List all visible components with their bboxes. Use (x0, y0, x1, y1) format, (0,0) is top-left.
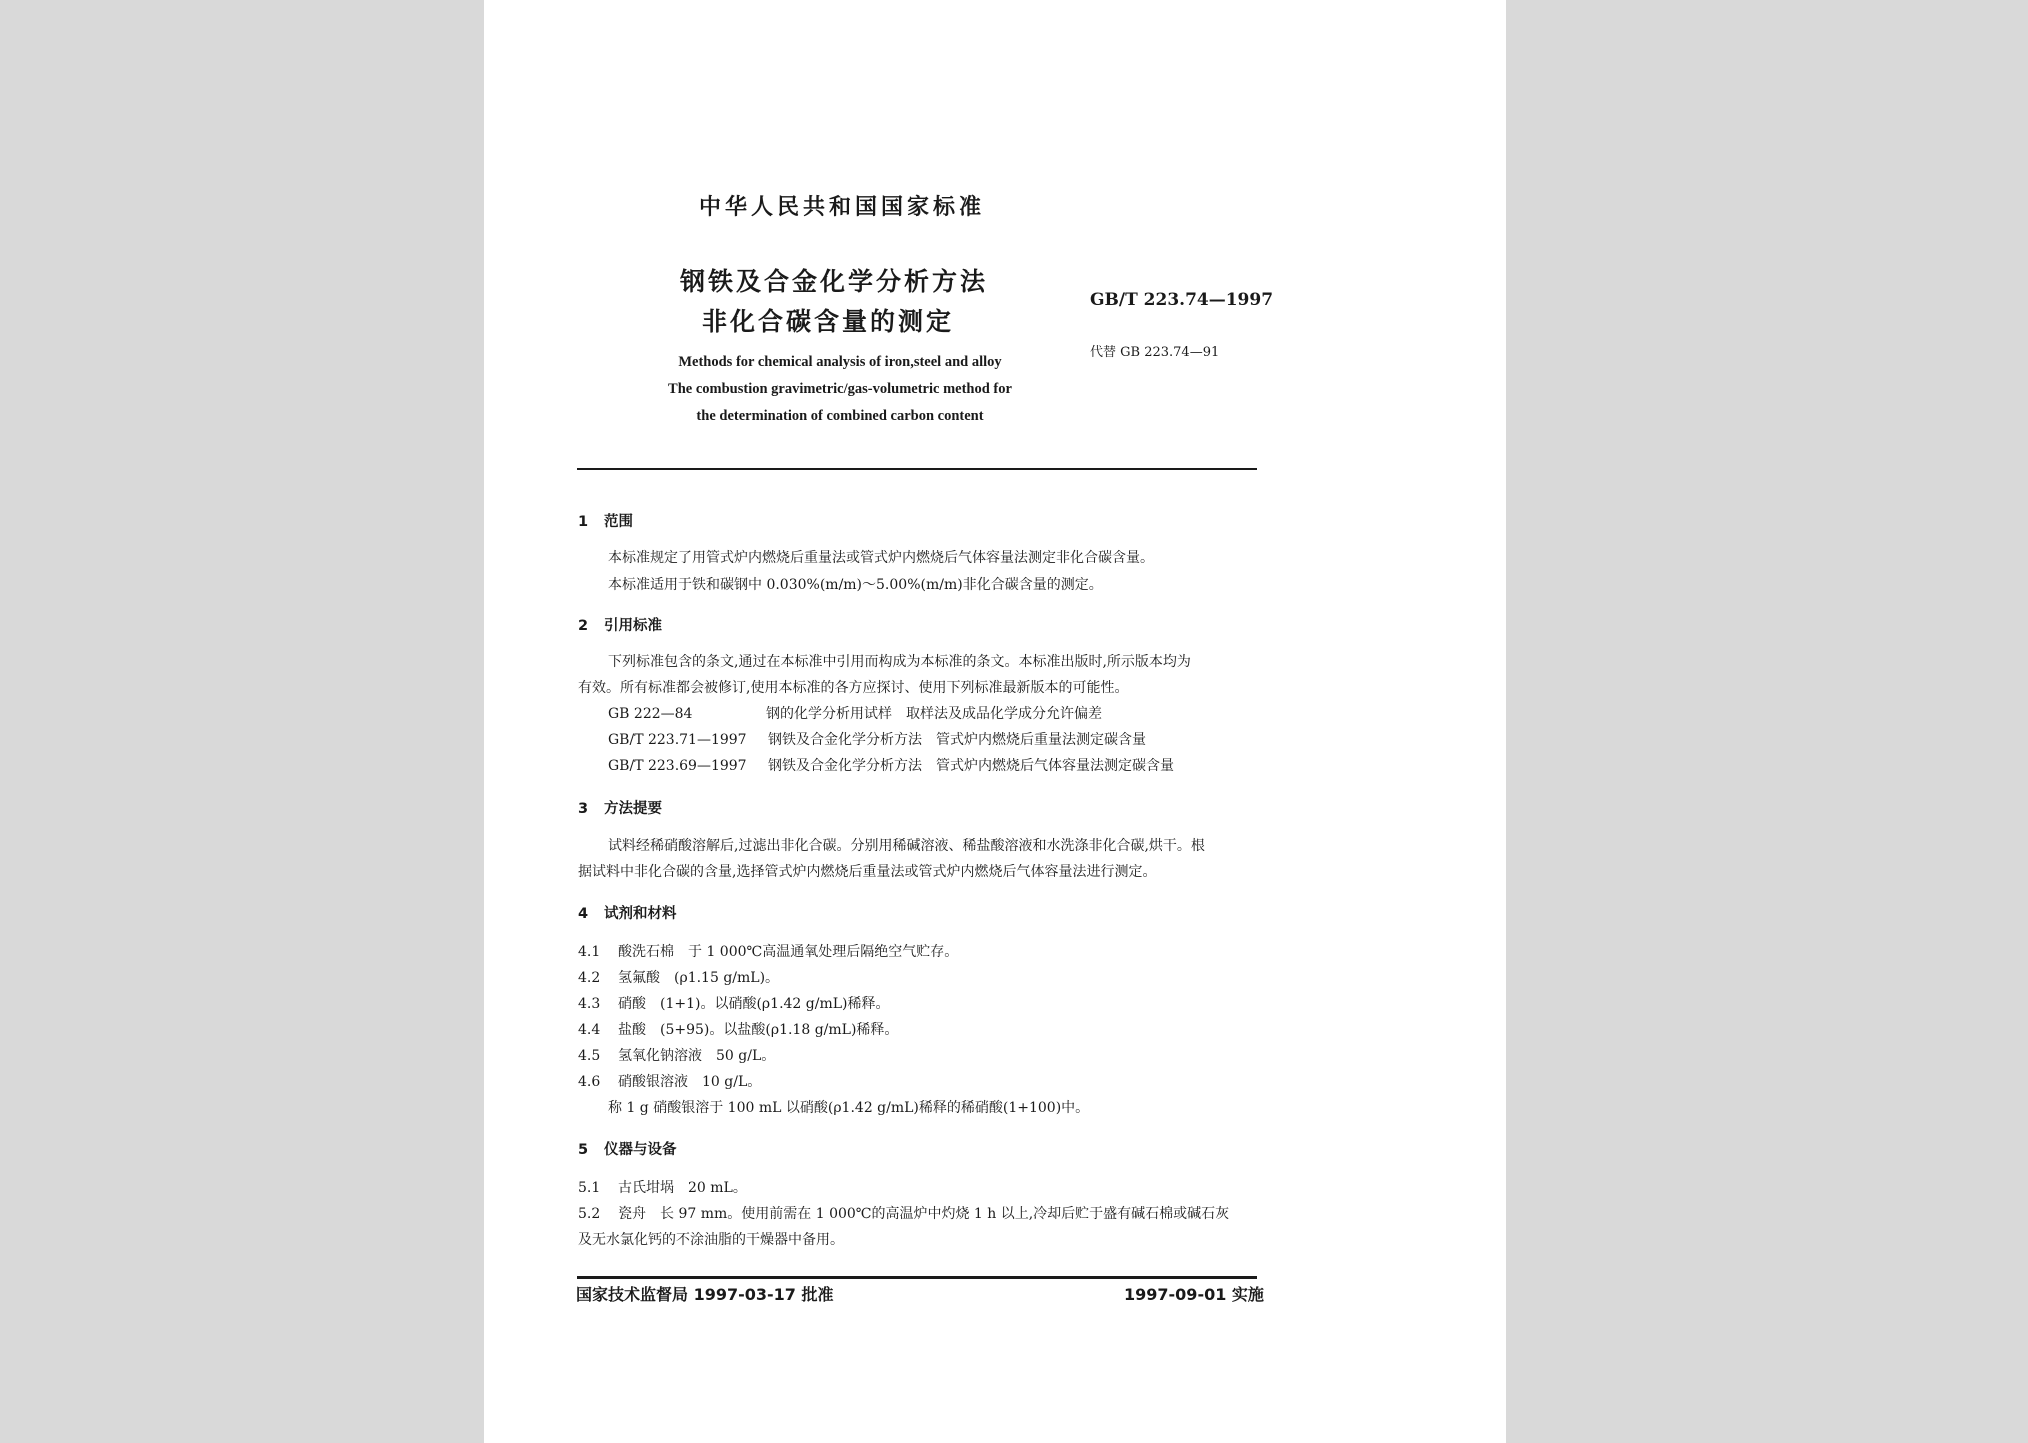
reference-item: GB/T 223.69—1997 钢铁及合金化学分析方法 管式炉内燃烧后气体容量法测定碳含量 (608, 758, 1174, 774)
section-1-heading: 1 范围 (578, 514, 633, 530)
issuing-body: 中华人民共和国国家标准 (699, 195, 986, 220)
apparatus-item: 5.2 瓷舟 长 97 mm。使用前需在 1 000℃的高温炉中灼烧 1 h 以上,冷却后贮于盛有碱石棉或碱石灰 (578, 1206, 1230, 1222)
approval-date: 国家技术监督局 1997-03-17 批准 (576, 1285, 834, 1304)
reagent-item: 4.6 硝酸银溶液 10 g/L。 (578, 1074, 762, 1090)
english-title-line-3: the determination of combined carbon content (696, 408, 984, 424)
document-page (484, 0, 1506, 1443)
reagent-item: 4.5 氢氧化钠溶液 50 g/L。 (578, 1048, 776, 1064)
apparatus-item-continuation: 及无水氯化钙的不涂油脂的干燥器中备用。 (578, 1232, 844, 1248)
reagent-item: 4.4 盐酸 (5+95)。以盐酸(ρ1.18 g/mL)稀释。 (578, 1022, 899, 1038)
section-3-paragraph-line-1: 试料经稀硝酸溶解后,过滤出非化合碳。分别用稀碱溶液、稀盐酸溶液和水洗涤非化合碳,烘干。根 (608, 838, 1205, 854)
reagent-item: 4.2 氢氟酸 (ρ1.15 g/mL)。 (578, 970, 780, 986)
section-4-heading: 4 试剂和材料 (578, 906, 677, 922)
section-1-paragraph-2: 本标准适用于铁和碳钢中 0.030%(m/m)～5.00%(m/m)非化合碳含量的测定。 (608, 577, 1103, 593)
header-divider (577, 468, 1257, 470)
section-1-paragraph-1: 本标准规定了用管式炉内燃烧后重量法或管式炉内燃烧后气体容量法测定非化合碳含量。 (608, 550, 1154, 566)
reagent-item: 4.1 酸洗石棉 于 1 000℃高温通氧处理后隔绝空气贮存。 (578, 944, 959, 960)
reference-item: GB 222—84 钢的化学分析用试样 取样法及成品化学成分允许偏差 (608, 706, 1102, 722)
section-5-heading: 5 仪器与设备 (578, 1142, 677, 1158)
replaces-note: 代替 GB 223.74—91 (1090, 345, 1220, 360)
reagent-note: 称 1 g 硝酸银溶于 100 mL 以硝酸(ρ1.42 g/mL)稀释的稀硝酸(1+100)中。 (608, 1100, 1090, 1116)
section-2-paragraph-line-1: 下列标准包含的条文,通过在本标准中引用而构成为本标准的条文。本标准出版时,所示版本均为 (608, 654, 1191, 670)
apparatus-item: 5.1 古氏坩埚 20 mL。 (578, 1180, 747, 1196)
title-line-1: 钢铁及合金化学分析方法 (680, 267, 989, 296)
reagent-item: 4.3 硝酸 (1+1)。以硝酸(ρ1.42 g/mL)稀释。 (578, 996, 890, 1012)
effective-date: 1997-09-01 实施 (1124, 1285, 1264, 1304)
reference-item: GB/T 223.71—1997 钢铁及合金化学分析方法 管式炉内燃烧后重量法测定碳含量 (608, 732, 1146, 748)
footer-divider (577, 1276, 1257, 1279)
title-line-2: 非化合碳含量的测定 (702, 307, 955, 336)
section-2-paragraph-line-2: 有效。所有标准都会被修订,使用本标准的各方应探讨、使用下列标准最新版本的可能性。 (578, 680, 1129, 696)
english-title-line-2: The combustion gravimetric/gas-volumetric method for (668, 381, 1012, 397)
section-3-heading: 3 方法提要 (578, 801, 662, 817)
section-2-heading: 2 引用标准 (578, 618, 662, 634)
standard-code: GB/T 223.74—1997 (1090, 290, 1274, 310)
section-3-paragraph-line-2: 据试料中非化合碳的含量,选择管式炉内燃烧后重量法或管式炉内燃烧后气体容量法进行测定。 (578, 864, 1157, 880)
english-title-line-1: Methods for chemical analysis of iron,steel and alloy (678, 354, 1002, 370)
